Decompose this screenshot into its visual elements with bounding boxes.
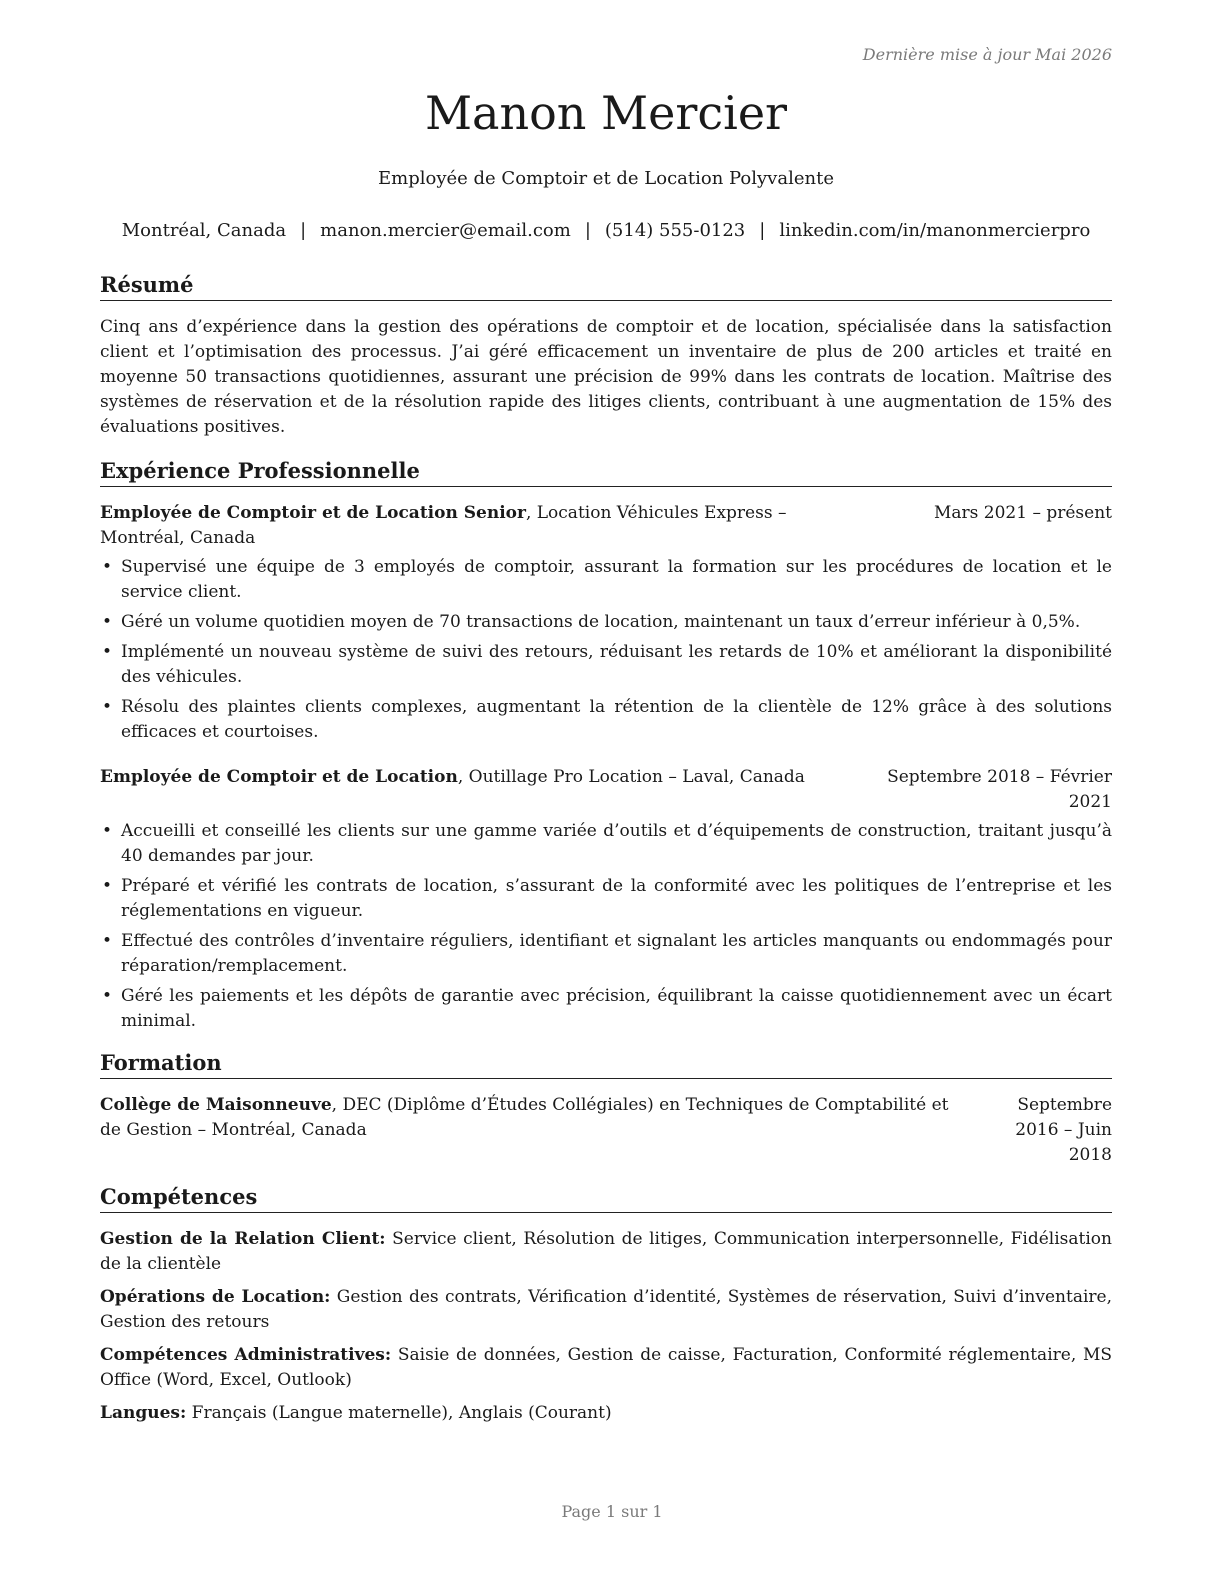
bullet-icon: • xyxy=(102,697,113,717)
skills-section xyxy=(100,1182,1112,1426)
job-company: , Location Véhicules Express – Montréal, Canada xyxy=(100,503,787,548)
job-role: Employée de Comptoir et de Location Senior xyxy=(100,503,526,523)
list-item xyxy=(100,695,1112,745)
bullet-text: Géré les paiements et les dépôts de garantie avec précision, équilibrant la caisse quotidiennement avec un écart minimal. xyxy=(121,986,1112,1031)
contact-phone[interactable]: (514) 555-0123 xyxy=(604,220,746,241)
experience-heading: Expérience Professionnelle xyxy=(100,456,1112,487)
contact-email[interactable]: manon.mercier@email.com xyxy=(320,220,571,241)
skills-heading: Compétences xyxy=(100,1182,1112,1213)
contact-line xyxy=(100,220,1112,241)
skill-label: Opérations de Location: xyxy=(100,1287,331,1307)
skill-value: Français (Langue maternelle), Anglais (Courant) xyxy=(186,1403,612,1423)
education-entry xyxy=(100,1093,1112,1168)
education-header xyxy=(100,1093,1112,1168)
job-entry xyxy=(100,765,1112,1034)
job-header xyxy=(100,765,1112,815)
job-title-company xyxy=(100,501,914,551)
bullet-icon: • xyxy=(102,931,113,951)
experience-section xyxy=(100,456,1112,1034)
bullet-text: Supervisé une équipe de 3 employés de comptoir, assurant la formation sur les procédures de location et le service client. xyxy=(121,557,1112,602)
education-school-degree xyxy=(100,1093,952,1168)
bullet-icon: • xyxy=(102,612,113,632)
skill-item xyxy=(100,1285,1112,1335)
contact-separator: | xyxy=(584,220,591,241)
summary-heading: Résumé xyxy=(100,270,1112,301)
education-dates: Septembre 2016 – Juin 2018 xyxy=(1015,1095,1112,1165)
job-title-company xyxy=(100,765,857,815)
job-bullets xyxy=(100,819,1112,1034)
bullet-text: Géré un volume quotidien moyen de 70 transactions de location, maintenant un taux d’erreur inférieur à 0,5%. xyxy=(121,612,1081,632)
last-updated: Dernière mise à jour Mai 2026 xyxy=(862,45,1112,64)
skill-item xyxy=(100,1401,1112,1426)
job-role: Employée de Comptoir et de Location xyxy=(100,767,458,787)
list-item xyxy=(100,640,1112,690)
bullet-text: Effectué des contrôles d’inventaire réguliers, identifiant et signalant les articles manquants ou endommagés pour réparation/remplacement. xyxy=(121,931,1112,976)
skill-value: Saisie de données, Gestion de caisse, Facturation, Conformité réglementaire, MS Office (Word, Excel, Outlook) xyxy=(100,1345,1112,1390)
skills-list xyxy=(100,1227,1112,1426)
skill-label: Langues: xyxy=(100,1403,187,1423)
job-bullets xyxy=(100,555,1112,745)
bullet-icon: • xyxy=(102,642,113,662)
job-dates: Mars 2021 – présent xyxy=(933,503,1112,523)
skill-value: Service client, Résolution de litiges, Communication interpersonnelle, Fidélisation de la clientèle xyxy=(100,1229,1112,1274)
list-item xyxy=(100,819,1112,869)
skill-value: Gestion des contrats, Vérification d’identité, Systèmes de réservation, Suivi d’inventaire, Gestion des retours xyxy=(100,1287,1112,1332)
skill-label: Compétences Administratives: xyxy=(100,1345,392,1365)
bullet-icon: • xyxy=(102,986,113,1006)
bullet-text: Implémenté un nouveau système de suivi des retours, réduisant les retards de 10% et améliorant la disponibilité des véhicules. xyxy=(121,642,1112,687)
education-section xyxy=(100,1048,1112,1168)
candidate-name: Manon Mercier xyxy=(424,86,788,140)
education-school: Collège de Maisonneuve xyxy=(100,1095,332,1115)
list-item xyxy=(100,555,1112,605)
education-degree: , DEC (Diplôme d’Études Collégiales) en Techniques de Comptabilité et de Gestion – Montréal, Canada xyxy=(100,1095,949,1140)
skill-item xyxy=(100,1343,1112,1393)
contact-location: Montréal, Canada xyxy=(121,220,287,241)
job-dates: Septembre 2018 – Février 2021 xyxy=(887,767,1112,812)
bullet-text: Résolu des plaintes clients complexes, augmentant la rétention de la clientèle de 12% grâce à des solutions efficaces et courtoises. xyxy=(121,697,1112,742)
skill-item xyxy=(100,1227,1112,1277)
bullet-icon: • xyxy=(102,557,113,577)
resume-body xyxy=(100,270,1112,1436)
job-company: , Outillage Pro Location – Laval, Canada xyxy=(457,767,805,787)
list-item xyxy=(100,929,1112,979)
summary-text: Cinq ans d’expérience dans la gestion des opérations de comptoir et de location, spécialisée dans la satisfaction client et l’optimisation des processus. J’ai géré efficacement un inventaire de plus de 200 articles et traité en moyenne 50 transactions quotidiennes, assurant une précision de 99% dans les contrats de location. Maîtrise des systèmes de réservation et de la résolution rapide des litiges clients, contribuant à une augmentation de 15% des évaluations positives. xyxy=(100,317,1112,437)
bullet-text: Accueilli et conseillé les clients sur une gamme variée d’outils et d’équipements de construction, traitant jusqu’à 40 demandes par jour. xyxy=(121,821,1112,866)
job-title: Employée de Comptoir et de Location Polyvalente xyxy=(378,168,834,189)
job-entry xyxy=(100,501,1112,745)
skill-label: Gestion de la Relation Client: xyxy=(100,1229,386,1249)
contact-linkedin[interactable]: linkedin.com/in/manonmercierpro xyxy=(779,220,1091,241)
bullet-icon: • xyxy=(102,876,113,896)
list-item xyxy=(100,874,1112,924)
contact-separator: | xyxy=(759,220,766,241)
education-heading: Formation xyxy=(100,1048,1112,1079)
page-number: Page 1 sur 1 xyxy=(561,1502,663,1521)
contact-separator: | xyxy=(300,220,307,241)
job-header xyxy=(100,501,1112,551)
list-item xyxy=(100,984,1112,1034)
bullet-icon: • xyxy=(102,821,113,841)
list-item xyxy=(100,610,1112,635)
summary-section xyxy=(100,270,1112,440)
bullet-text: Préparé et vérifié les contrats de location, s’assurant de la conformité avec les politiques de l’entreprise et les réglementations en vigueur. xyxy=(121,876,1112,921)
